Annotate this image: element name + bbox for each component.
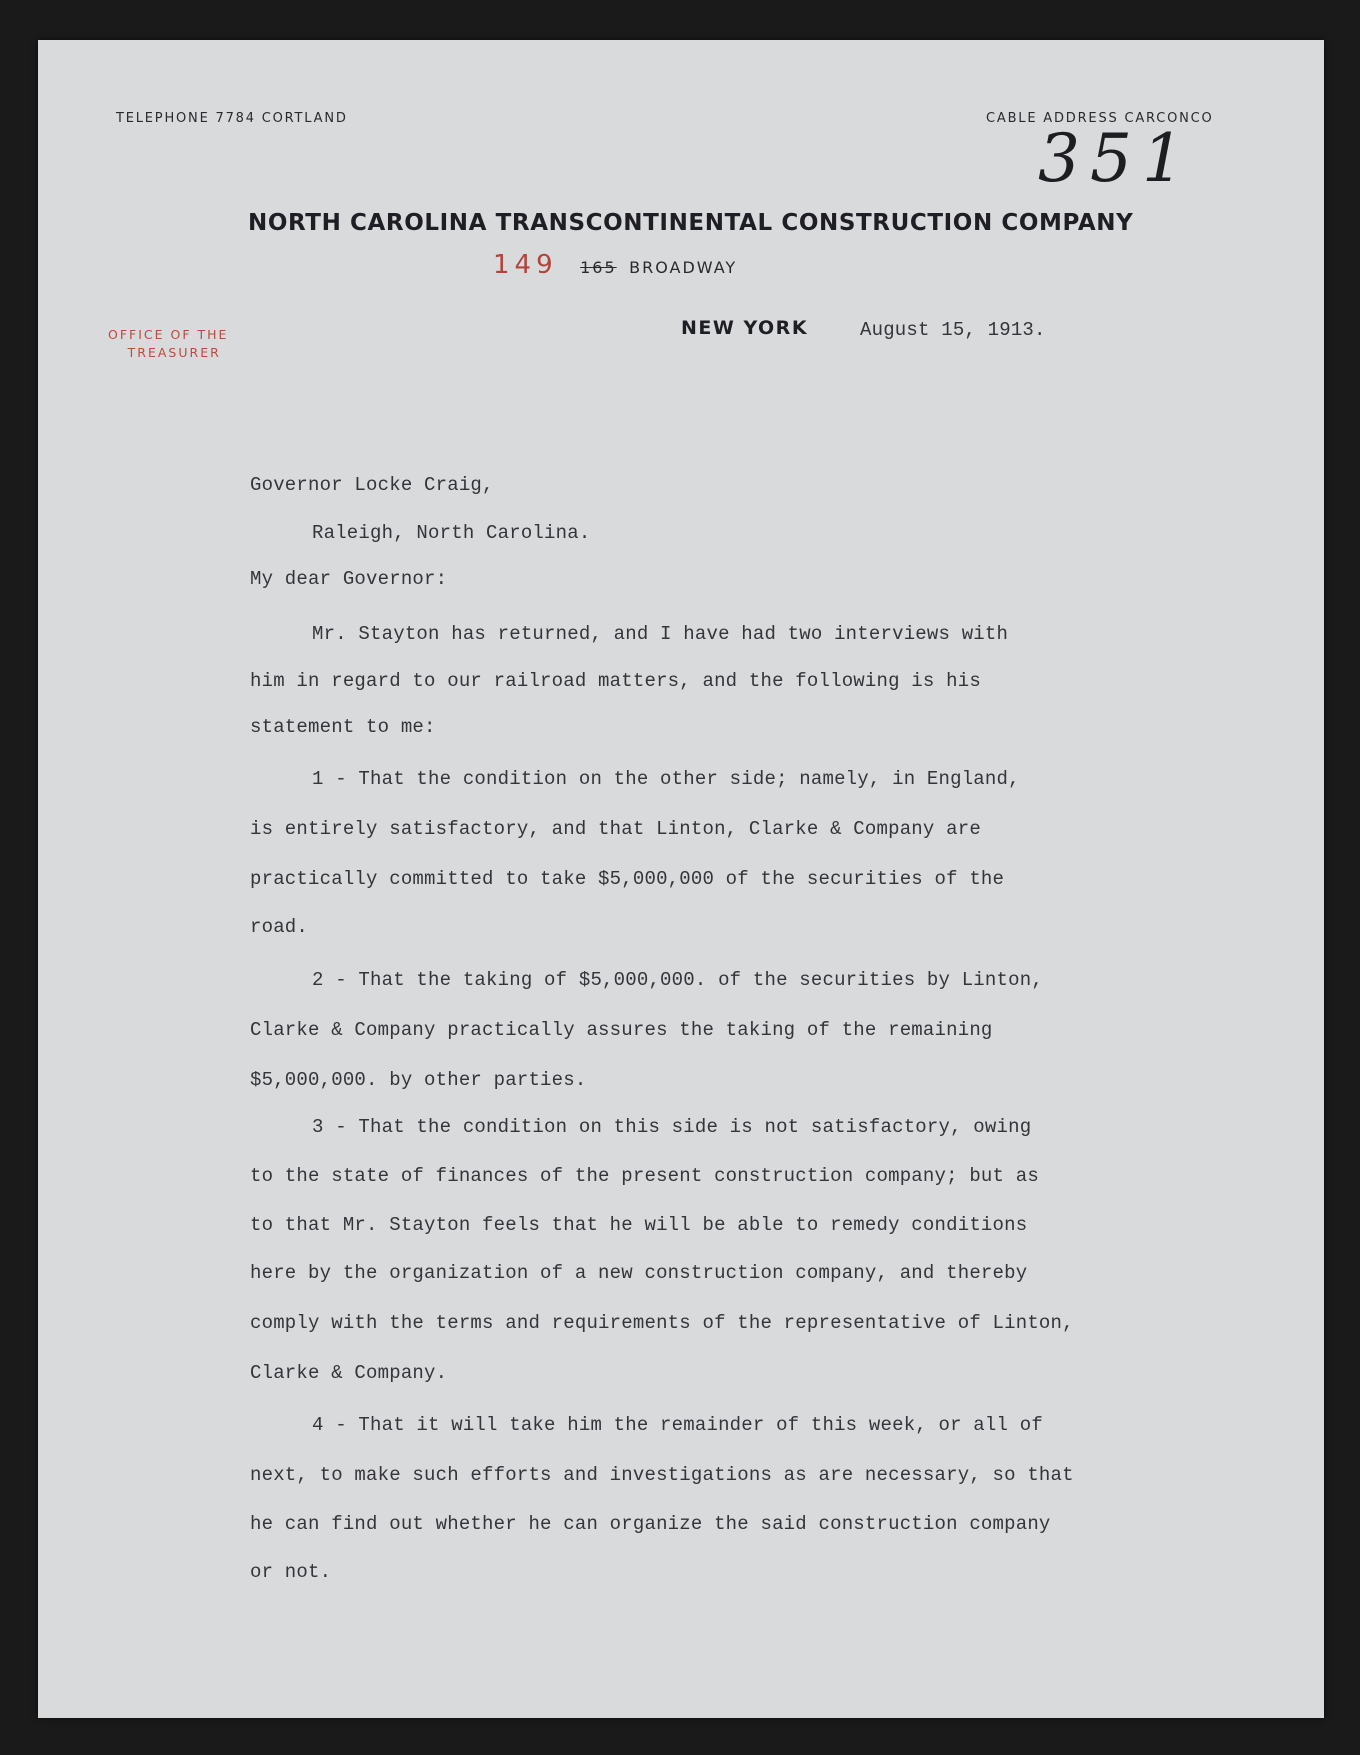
body-line: is entirely satisfactory, and that Linton, Clarke & Company are — [250, 818, 981, 840]
body-line: Mr. Stayton has returned, and I have had two interviews with — [312, 623, 1009, 645]
salutation: My dear Governor: — [250, 568, 448, 590]
body-line: him in regard to our railroad matters, and the following is his — [250, 670, 981, 692]
body-line: 4 - That it will take him the remainder of this week, or all of — [312, 1414, 1043, 1436]
body-line: next, to make such efforts and investigations as are necessary, so that — [250, 1464, 1074, 1486]
body-line: practically committed to take $5,000,000 of the securities of the — [250, 868, 1005, 890]
letter-page — [38, 40, 1324, 1718]
body-line: $5,000,000. by other parties. — [250, 1069, 587, 1091]
office-of-treasurer — [108, 326, 228, 362]
body-line: here by the organization of a new construction company, and thereby — [250, 1262, 1028, 1284]
body-line: statement to me: — [250, 716, 436, 738]
city: NEW YORK — [681, 317, 809, 339]
body-line: to that Mr. Stayton feels that he will be able to remedy conditions — [250, 1214, 1028, 1236]
body-line: Clarke & Company. — [250, 1362, 448, 1384]
body-line: road. — [250, 916, 309, 938]
cable-address: CABLE ADDRESS CARCONCO — [986, 111, 1214, 126]
body-line: to the state of finances of the present construction company; but as — [250, 1165, 1039, 1187]
recipient-location: Raleigh, North Carolina. — [312, 522, 591, 544]
street-address — [493, 250, 737, 280]
letter-date: August 15, 1913. — [860, 319, 1046, 341]
body-line: 1 - That the condition on the other side; namely, in England, — [312, 768, 1020, 790]
struck-street-number: 165 — [580, 258, 617, 277]
handwritten-page-number: 351 — [1038, 120, 1194, 197]
body-line: comply with the terms and requirements of the representative of Linton, — [250, 1312, 1074, 1334]
office-line-1: OFFICE OF THE — [108, 327, 229, 342]
recipient-name: Governor Locke Craig, — [250, 474, 494, 496]
body-line: or not. — [250, 1561, 332, 1583]
body-line: he can find out whether he can organize the said construction company — [250, 1513, 1051, 1535]
body-line: Clarke & Company practically assures the taking of the remaining — [250, 1019, 993, 1041]
body-line: 3 - That the condition on this side is not satisfactory, owing — [312, 1116, 1032, 1138]
body-line: 2 - That the taking of $5,000,000. of the securities by Linton, — [312, 969, 1043, 991]
telephone-line: TELEPHONE 7784 CORTLAND — [116, 111, 348, 126]
street-name: BROADWAY — [629, 258, 738, 277]
handwritten-street-number: 149 — [493, 250, 558, 280]
company-name: NORTH CAROLINA TRANSCONTINENTAL CONSTRUCTION COMPANY — [248, 210, 1134, 236]
office-line-2: TREASURER — [127, 345, 221, 360]
